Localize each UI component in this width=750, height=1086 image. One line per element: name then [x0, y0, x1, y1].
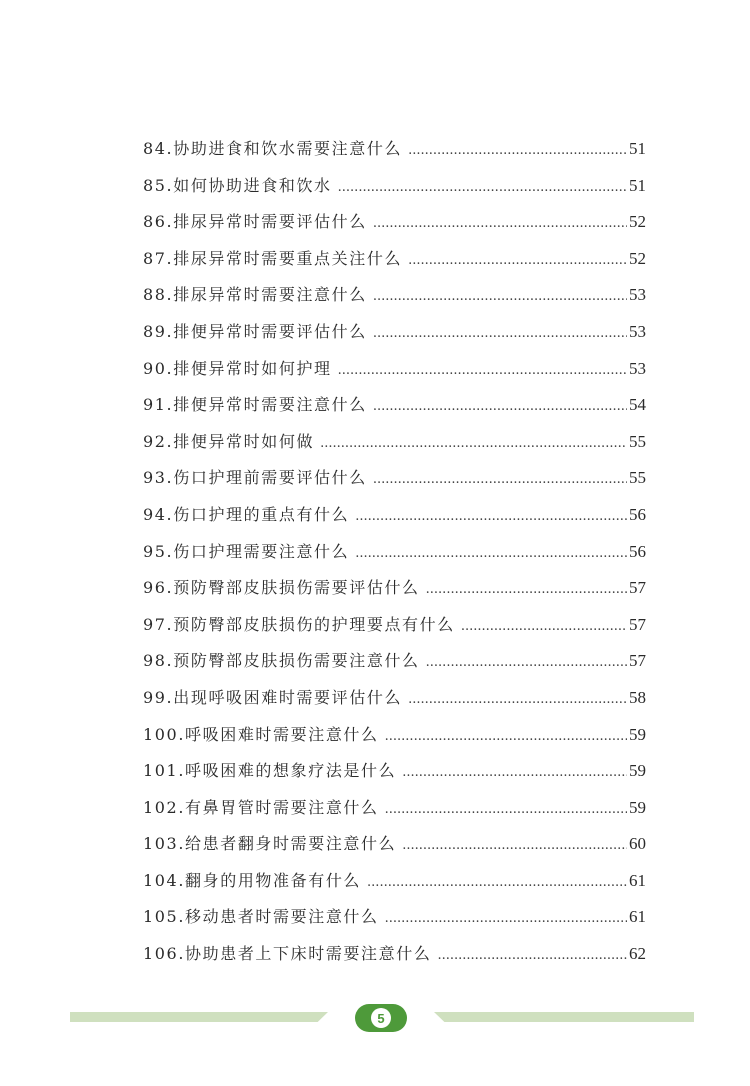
toc-entry-number: 100.	[143, 724, 186, 744]
toc-dot-leader	[426, 582, 627, 597]
toc-entry-number: 96.	[143, 578, 174, 598]
toc-dot-leader	[338, 180, 627, 195]
table-of-contents	[143, 136, 646, 978]
toc-dot-leader	[402, 765, 627, 780]
toc-entry[interactable]	[143, 282, 646, 319]
toc-entry-number: 103.	[143, 834, 186, 854]
toc-entry[interactable]	[143, 904, 646, 941]
toc-entry[interactable]	[143, 758, 646, 795]
toc-entry[interactable]	[143, 941, 646, 978]
toc-entry-number: 88.	[143, 285, 174, 305]
toc-entry[interactable]	[143, 685, 646, 722]
toc-entry-number: 101.	[143, 761, 186, 781]
toc-entry-title: 排便异常时需要注意什么	[173, 395, 367, 415]
toc-entry-title: 预防臀部皮肤损伤需要注意什么	[173, 651, 420, 671]
toc-dot-leader	[373, 399, 627, 414]
toc-entry[interactable]	[143, 465, 646, 502]
toc-entry-number: 87.	[143, 248, 174, 268]
toc-entry-title: 伤口护理前需要评估什么	[173, 468, 367, 488]
toc-entry-number: 85.	[143, 175, 174, 195]
toc-entry-number: 90.	[143, 358, 174, 378]
toc-entry[interactable]	[143, 173, 646, 210]
footer-decor-bar-left	[70, 1012, 328, 1022]
toc-entry-page: 56	[629, 504, 646, 524]
toc-entry-title: 预防臀部皮肤损伤需要评估什么	[173, 578, 420, 598]
toc-entry-title: 协助患者上下床时需要注意什么	[185, 944, 432, 964]
toc-entry-number: 93.	[143, 468, 174, 488]
toc-entry[interactable]	[143, 648, 646, 685]
toc-entry-page: 59	[629, 724, 646, 744]
footer-decor-bar-right	[434, 1012, 694, 1022]
toc-entry-page: 56	[629, 541, 646, 561]
toc-entry-number: 91.	[143, 395, 174, 415]
toc-entry-title: 排尿异常时需要注意什么	[173, 285, 367, 305]
toc-dot-leader	[385, 802, 627, 817]
toc-entry[interactable]	[143, 209, 646, 246]
toc-entry-page: 59	[629, 761, 646, 781]
toc-entry-number: 86.	[143, 212, 174, 232]
toc-dot-leader	[320, 436, 627, 451]
toc-entry-number: 106.	[143, 944, 186, 964]
toc-entry[interactable]	[143, 392, 646, 429]
toc-entry-title: 呼吸困难时需要注意什么	[185, 724, 379, 744]
toc-entry-page: 55	[629, 468, 646, 488]
toc-entry-number: 84.	[143, 139, 174, 158]
toc-entry-title: 给患者翻身时需要注意什么	[185, 834, 397, 854]
toc-entry-number: 104.	[143, 870, 186, 890]
toc-entry-page: 54	[629, 395, 646, 415]
toc-dot-leader	[338, 363, 627, 378]
toc-entry-title: 排便异常时如何护理	[173, 358, 332, 378]
toc-entry-page: 57	[629, 578, 646, 598]
toc-dot-leader	[373, 289, 627, 304]
toc-entry-page: 61	[629, 907, 646, 927]
toc-dot-leader	[385, 729, 627, 744]
toc-dot-leader	[367, 875, 627, 890]
toc-entry-title: 排便异常时如何做	[173, 431, 315, 451]
toc-entry-title: 排便异常时需要评估什么	[173, 321, 367, 341]
toc-entry-title: 预防臀部皮肤损伤的护理要点有什么	[173, 614, 455, 634]
page-number: 5	[371, 1008, 391, 1028]
toc-entry-number: 97.	[143, 614, 174, 634]
toc-entry-page: 52	[629, 212, 646, 232]
toc-entry-page: 53	[629, 321, 646, 341]
toc-entry-title: 呼吸困难的想象疗法是什么	[185, 761, 397, 781]
toc-dot-leader	[373, 216, 627, 231]
toc-entry[interactable]	[143, 575, 646, 612]
toc-dot-leader	[385, 911, 627, 926]
toc-dot-leader	[408, 253, 627, 268]
toc-entry-title: 伤口护理需要注意什么	[173, 541, 350, 561]
page-number-badge	[355, 1004, 407, 1032]
toc-dot-leader	[355, 509, 627, 524]
toc-entry[interactable]	[143, 319, 646, 356]
toc-entry-number: 95.	[143, 541, 174, 561]
toc-dot-leader	[408, 692, 627, 707]
toc-entry[interactable]	[143, 136, 646, 173]
toc-entry-number: 89.	[143, 321, 174, 341]
toc-entry-title: 移动患者时需要注意什么	[185, 907, 379, 927]
toc-entry-page: 53	[629, 358, 646, 378]
toc-entry-page: 59	[629, 797, 646, 817]
toc-dot-leader	[408, 143, 627, 158]
toc-dot-leader	[426, 655, 627, 670]
toc-entry-number: 92.	[143, 431, 174, 451]
toc-entry[interactable]	[143, 356, 646, 393]
toc-entry-page: 53	[629, 285, 646, 305]
toc-entry[interactable]	[143, 246, 646, 283]
toc-entry-number: 99.	[143, 687, 174, 707]
toc-entry-page: 62	[629, 944, 646, 964]
toc-entry[interactable]	[143, 539, 646, 576]
toc-entry-title: 出现呼吸困难时需要评估什么	[173, 687, 403, 707]
toc-dot-leader	[373, 472, 627, 487]
toc-entry-title: 排尿异常时需要重点关注什么	[173, 248, 403, 268]
toc-entry[interactable]	[143, 502, 646, 539]
toc-entry-page: 60	[629, 834, 646, 854]
toc-entry-title: 排尿异常时需要评估什么	[173, 212, 367, 232]
toc-dot-leader	[461, 619, 627, 634]
toc-entry[interactable]	[143, 795, 646, 832]
toc-entry-title: 如何协助进食和饮水	[173, 175, 332, 195]
toc-entry-page: 57	[629, 651, 646, 671]
toc-entry[interactable]	[143, 831, 646, 868]
toc-entry-title: 协助进食和饮水需要注意什么	[173, 139, 403, 158]
toc-entry[interactable]	[143, 429, 646, 466]
toc-entry-number: 94.	[143, 504, 174, 524]
toc-dot-leader	[402, 838, 627, 853]
toc-dot-leader	[437, 948, 627, 963]
toc-entry-number: 98.	[143, 651, 174, 671]
toc-entry[interactable]	[143, 612, 646, 649]
toc-entry-number: 105.	[143, 907, 186, 927]
toc-dot-leader	[373, 326, 627, 341]
toc-dot-leader	[355, 546, 627, 561]
toc-entry-title: 有鼻胃管时需要注意什么	[185, 797, 379, 817]
toc-entry-page: 51	[629, 175, 646, 195]
toc-entry-title: 伤口护理的重点有什么	[173, 504, 350, 524]
toc-entry-number: 102.	[143, 797, 186, 817]
toc-entry-page: 55	[629, 431, 646, 451]
toc-entry[interactable]	[143, 868, 646, 905]
toc-entry-page: 52	[629, 248, 646, 268]
toc-entry[interactable]	[143, 722, 646, 759]
toc-entry-page: 61	[629, 870, 646, 890]
toc-entry-page: 57	[629, 614, 646, 634]
toc-entry-page: 58	[629, 687, 646, 707]
toc-entry-title: 翻身的用物准备有什么	[185, 870, 362, 890]
toc-entry-page: 51	[629, 139, 646, 158]
